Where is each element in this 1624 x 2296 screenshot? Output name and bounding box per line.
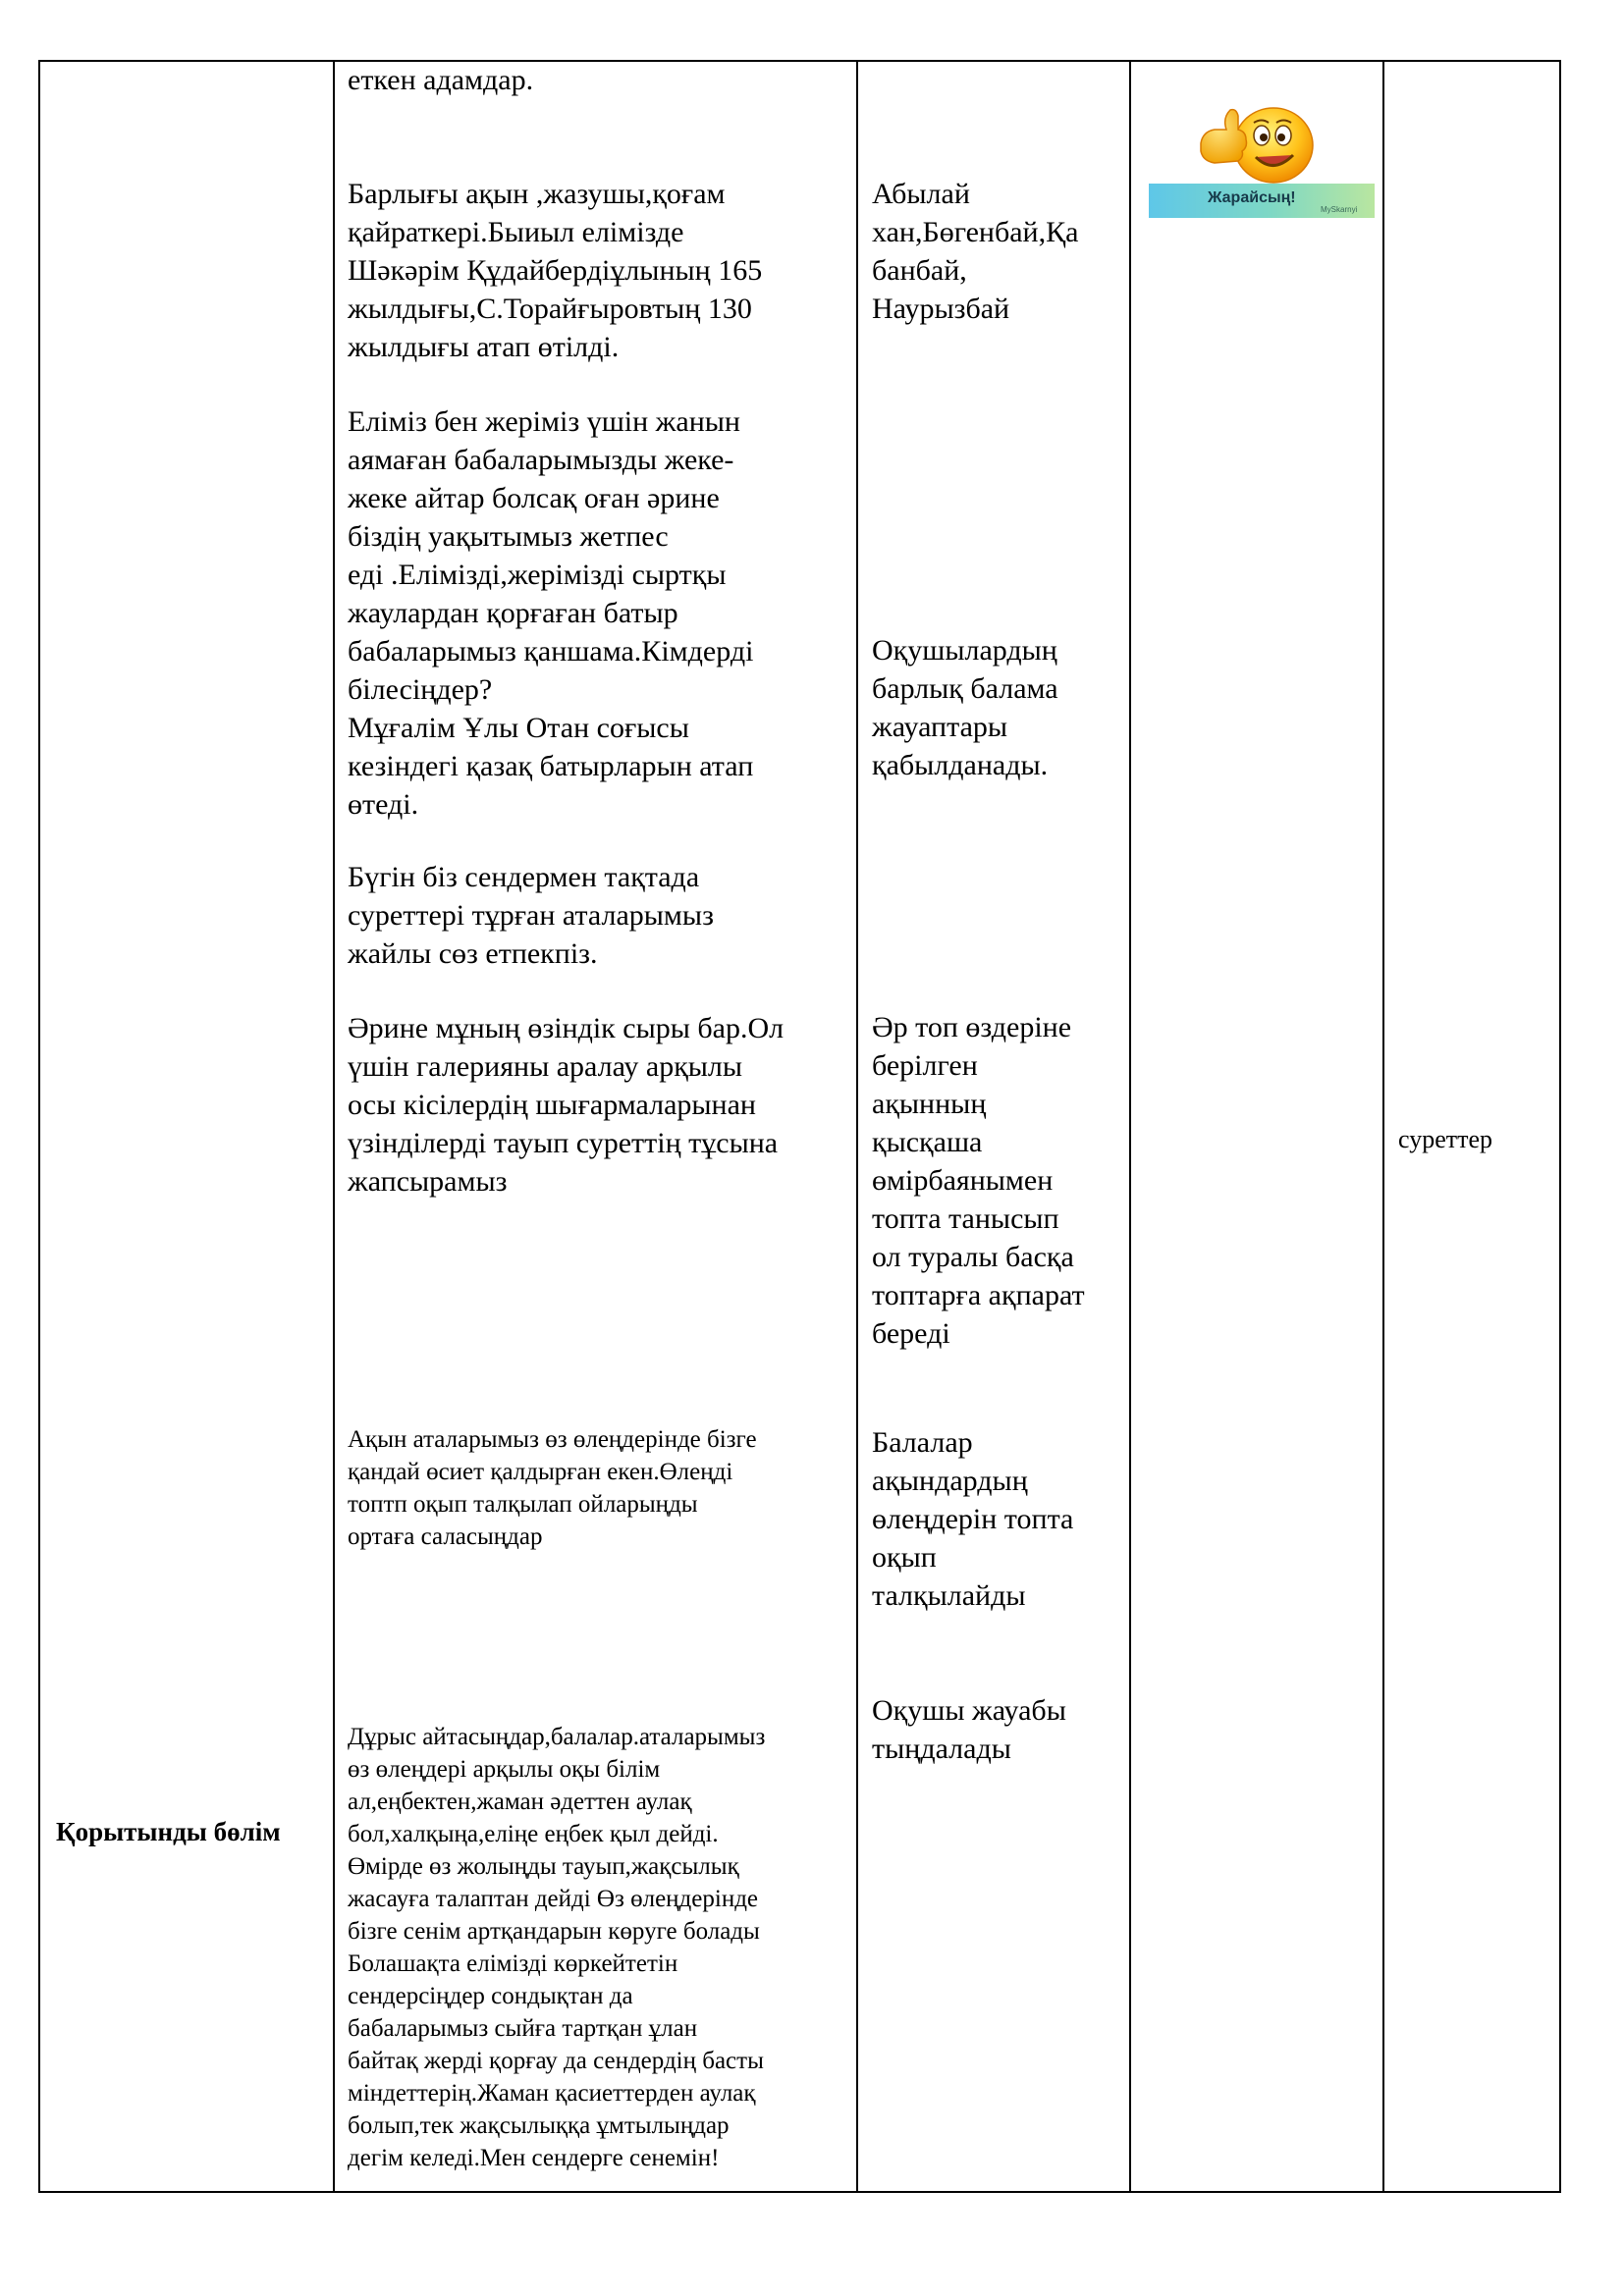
praise-watermark: MySkarnyi [1321, 205, 1358, 214]
teacher-text-6: Ақын аталарымыз өз өлеңдерінде бізге қандай өсиет қалдырған екен.Өлеңді топтп оқып талқылап ойларыңды ортаға саласыңдар [348, 1426, 757, 1550]
column-divider-3 [1129, 62, 1131, 2191]
student-text-2: Оқушылардың барлық балама жауаптары қабылданады. [872, 634, 1058, 781]
student-text-5: Оқушы жауабы тыңдалады [872, 1694, 1066, 1765]
section-label: Қорытынды бөлім [56, 1817, 281, 1846]
student-text-4: Балалар ақындардың өлеңдерін топта оқып талқылайды [872, 1426, 1074, 1612]
column-divider-1 [333, 62, 335, 2191]
teacher-text-1: еткен адамдар. [348, 64, 534, 96]
teacher-text-5: Әрине мұның өзіндік сыры бар.Ол үшін галерияны аралау арқылы осы кісілердің шығармаларынан үзінділерді тауып суреттің тұсына жапсырамыз [348, 1012, 785, 1198]
lesson-plan-table [38, 60, 1561, 2193]
student-text-1: Абылай хан,Бөгенбай,Қа банбай, Наурызбай [872, 178, 1079, 325]
student-text-3: Әр топ өздеріне берілген ақынның қысқаша өмірбаянымен топта танысып ол туралы басқа топтарға ақпарат береді [872, 1011, 1085, 1350]
column-divider-2 [856, 62, 858, 2191]
resource-text: суреттер [1398, 1125, 1493, 1153]
teacher-text-4: Бүгін біз сендермен тақтада суреттері тұрған аталарымыз жайлы сөз етпекпіз. [348, 861, 714, 970]
teacher-text-7: Дұрыс айтасыңдар,балалар.аталарымыз өз өлеңдері арқылы оқы білім ал,еңбектен,жаман әдеттен аулақ бол,халқыңа,еліңе еңбек қыл дейді. Өмірде өз жолыңды тауып,жақсылық жасауға талаптан дейді Өз өлеңдерінде бізге сенім артқандарын көруге болады Болашақта елімізді көркейтетін сендерсіңдер сондықтан да бабаларымыз сыйға тартқан ұлан байтақ жерді қорғау да сендердің басты міндеттерің.Жаман қасиеттерден аулақ болып,тек жақсылыққа ұмтылыңдар дегім келеді.Мен сендерге сенемін! [348, 1724, 766, 2171]
praise-banner [1149, 184, 1375, 218]
praise-sticker-image [1149, 96, 1375, 221]
praise-text: Жарайсың! [1208, 189, 1296, 206]
thumbs-up-smiley-icon [1193, 96, 1330, 187]
teacher-text-2: Барлығы ақын ,жазушы,қоғам қайраткері.Быиыл елімізде Шәкәрім Құдайбердіұлының 165 жылдығы,С.Торайғыровтың 130 жылдығы атап өтілді. [348, 178, 763, 363]
teacher-text-3: Еліміз бен жеріміз үшін жанын аямаған бабаларымызды жеке- жеке айтар болсақ оған әрине біздің уақытымыз жетпес еді .Елімізді,жерімізді сыртқы жаулардан қорғаған батыр бабаларымыз қаншама.Кімдерді білесіңдер? Мұғалім Ұлы Отан соғысы кезіндегі қазақ батырларын атап өтеді. [348, 405, 754, 821]
column-divider-4 [1382, 62, 1384, 2191]
